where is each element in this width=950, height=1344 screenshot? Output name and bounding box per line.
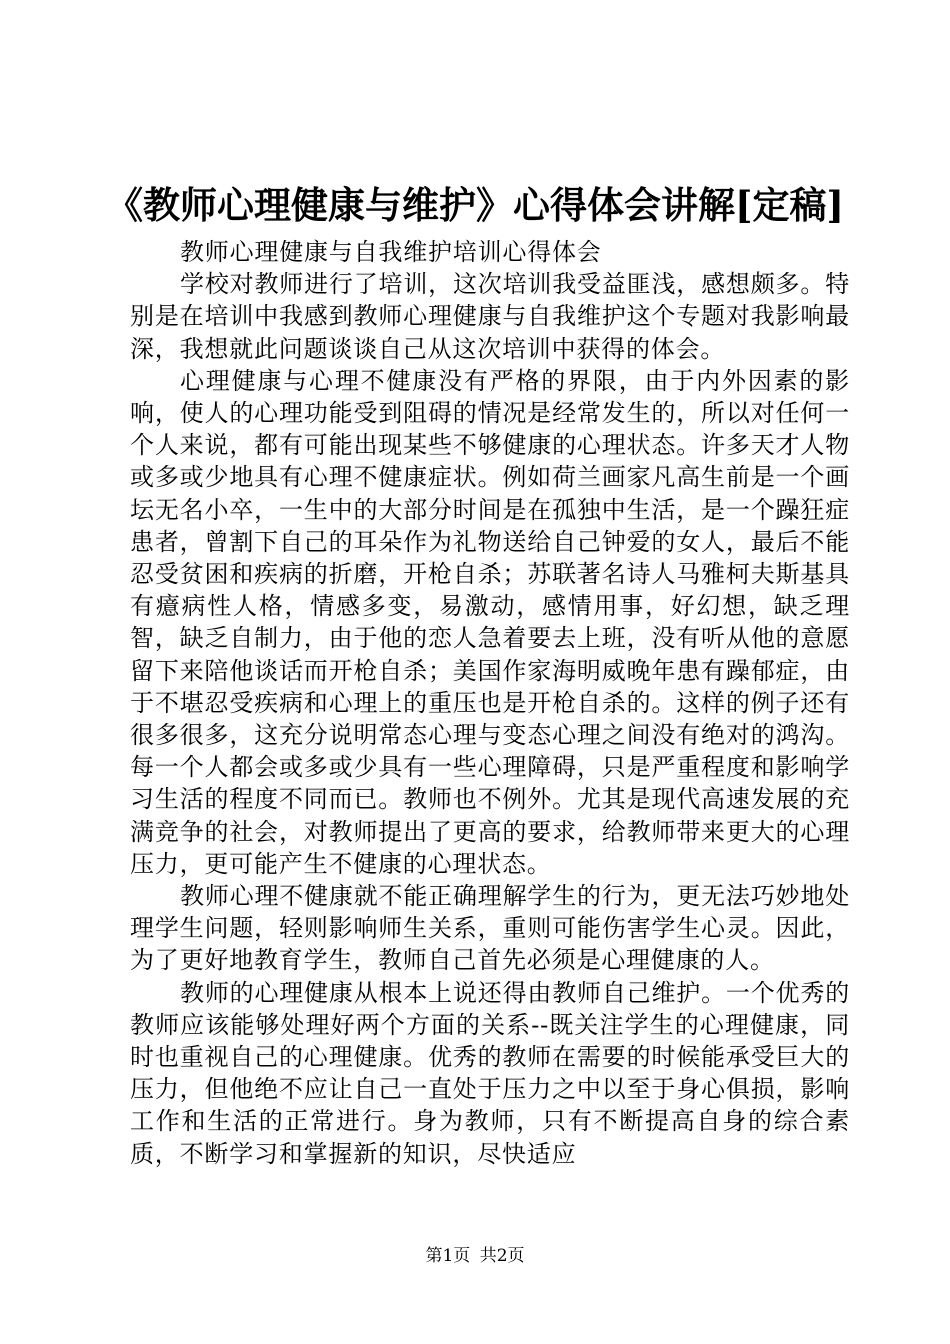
- page-total: 共2页: [479, 1246, 525, 1266]
- paragraph-3: 教师心理不健康就不能正确理解学生的行为，更无法巧妙地处理学生问题，轻则影响师生关系，重则可能伤害学生心灵。因此，为了更好地教育学生，教师自己首先必须是心理健康的人。: [130, 882, 850, 975]
- paragraph-1: 学校对教师进行了培训，这次培训我受益匪浅，感想颇多。特别是在培训中我感到教师心理健康与自我维护这个专题对我影响最深，我想就此问题谈谈自己从这次培训中获得的体会。: [130, 270, 850, 363]
- paragraph-4: 教师的心理健康从根本上说还得由教师自己维护。一个优秀的教师应该能够处理好两个方面的关系--既关注学生的心理健康，同时也重视自己的心理健康。优秀的教师在需要的时候能承受巨大的压力，但他绝不应让自己一直处于压力之中以至于身心俱损，影响工作和生活的正常进行。身为教师，只有不断提高自身的综合素质，不断学习和掌握新的知识，尽快适应: [130, 978, 850, 1168]
- document-title: 《教师心理健康与维护》心得体会讲解[定稿]: [105, 183, 844, 227]
- page-footer: [0, 1244, 950, 1268]
- page-number: 第1页: [425, 1246, 471, 1266]
- document-subtitle: 教师心理健康与自我维护培训心得体会: [180, 238, 602, 266]
- paragraph-2: 心理健康与心理不健康没有严格的界限，由于内外因素的影响，使人的心理功能受到阻碍的情况是经常发生的，所以对任何一个人来说，都有可能出现某些不够健康的心理状态。许多天才人物或多或少地具有心理不健康症状。例如荷兰画家凡高生前是一个画坛无名小卒，一生中的大部分时间是在孤独中生活，是一个躁狂症患者，曾割下自己的耳朵作为礼物送给自己钟爱的女人，最后不能忍受贫困和疾病的折磨，开枪自杀；苏联著名诗人马雅柯夫斯基具有癔病性人格，情感多变，易激动，感情用事，好幻想，缺乏理智，缺乏自制力，由于他的恋人急着要去上班，没有听从他的意愿留下来陪他谈话而开枪自杀；美国作家海明威晚年患有躁郁症，由于不堪忍受疾病和心理上的重压也是开枪自杀的。这样的例子还有很多很多，这充分说明常态心理与变态心理之间没有绝对的鸿沟。每一个人都会或多或少具有一些心理障碍，只是严重程度和影响学习生活的程度不同而已。教师也不例外。尤其是现代高速发展的充满竞争的社会，对教师提出了更高的要求，给教师带来更大的心理压力，更可能产生不健康的心理状态。: [130, 366, 850, 878]
- document-body: [130, 236, 850, 1170]
